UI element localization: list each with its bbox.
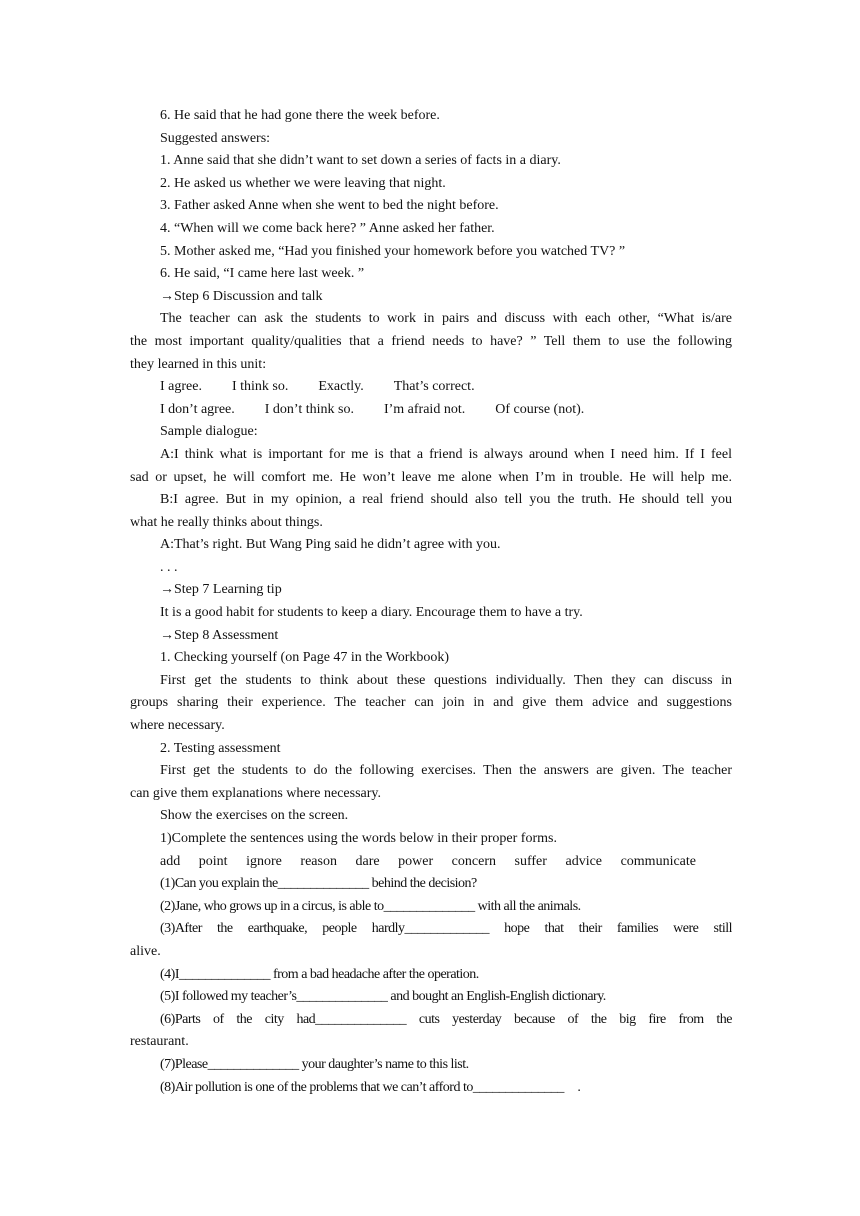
exercise-instruction: 1)Complete the sentences using the words below in their proper forms. (160, 831, 557, 846)
text-line: 2. Testing assessment (160, 740, 281, 756)
text-line: 1. Anne said that she didn’t want to set down a series of facts in a diary. (160, 153, 561, 169)
exercise-item: (4)I______________ from a bad headache after the operation. (160, 966, 479, 982)
paragraph-line: they learned in this unit: (130, 356, 267, 372)
ellipsis: . . . (160, 559, 178, 575)
dialogue-line: B:I agree. But in my opinion, a real friend should also tell you the truth. He should tell you (160, 492, 732, 508)
phrase: I think so. (231, 379, 289, 395)
exercise-item: (3)After the earthquake, people hardly_____________ hope that their families were still (160, 921, 732, 937)
exercise-item: (7)Please______________ your daughter’s name to this list. (160, 1056, 469, 1072)
suggested-answers-heading: Suggested answers: (160, 130, 271, 146)
text-line: 4. “When will we come back here? ” Anne asked her father. (160, 220, 495, 236)
word-bank: add point ignore reason dare power concern suffer advice communicate (160, 853, 696, 869)
phrase: I don’t think so. (264, 401, 354, 417)
paragraph-line: can give them explanations where necessary. (130, 785, 381, 801)
paragraph-line: groups sharing their experience. The teacher can join in and give them advice and suggestions (130, 695, 732, 711)
text-line: Show the exercises on the screen. (160, 808, 349, 824)
exercise-item: (1)Can you explain the______________ behind the decision? (160, 876, 477, 892)
paragraph-line: First get the students to think about these questions individually. Then they can discuss in (160, 672, 732, 688)
phrase: I agree. (160, 379, 202, 395)
dialogue-line: what he really thinks about things. (130, 514, 323, 530)
paragraph-line: the most important quality/qualities that a friend needs to have? ” Tell them to use the following (130, 333, 732, 349)
sample-dialogue-heading: Sample dialogue: (160, 424, 258, 440)
paragraph-line: The teacher can ask the students to work in pairs and discuss with each other, “What is/are (160, 311, 732, 327)
text-line: 2. He asked us whether we were leaving that night. (160, 175, 446, 191)
text-line: 5. Mother asked me, “Had you finished your homework before you watched TV? ” (160, 243, 626, 259)
exercise-item: (6)Parts of the city had______________ cuts yesterday because of the big fire from the (160, 1011, 732, 1027)
phrase: I’m afraid not. (383, 401, 466, 417)
dialogue-line: sad or upset, he will comfort me. He won’t leave me alone when I’m in trouble. He will help me. (130, 469, 732, 485)
text-line: 6. He said, “I came here last week. ” (160, 266, 365, 282)
step-8-heading: →Step 8 Assessment (160, 627, 279, 643)
phrase: That’s correct. (393, 379, 475, 395)
phrase-row (130, 399, 732, 422)
phrase: I don’t agree. (160, 401, 235, 417)
text-line: 1. Checking yourself (on Page 47 in the Workbook) (160, 650, 450, 666)
phrase-row (130, 376, 732, 399)
paragraph-line: where necessary. (130, 718, 225, 734)
dialogue-line: A:I think what is important for me is that a friend is always around when I need him. If I feel (160, 446, 732, 462)
text-line: It is a good habit for students to keep a diary. Encourage them to have a try. (160, 605, 583, 621)
exercise-item-continued: restaurant. (130, 1034, 189, 1050)
exercise-item: (5)I followed my teacher’s______________ and bought an English-English dictionary. (160, 989, 606, 1005)
phrase: Exactly. (318, 379, 364, 395)
exercise-item-continued: alive. (130, 943, 161, 959)
step-7-heading: →Step 7 Learning tip (160, 582, 282, 598)
document-page (130, 105, 732, 1099)
dialogue-line: A:That’s right. But Wang Ping said he didn’t agree with you. (160, 537, 501, 553)
text-line: 6. He said that he had gone there the week before. (160, 108, 440, 123)
step-6-heading: →Step 6 Discussion and talk (160, 288, 323, 304)
text-line: 3. Father asked Anne when she went to bed the night before. (160, 198, 499, 214)
exercise-item: (2)Jane, who grows up in a circus, is able to______________ with all the animals. (160, 898, 581, 914)
exercise-item: (8)Air pollution is one of the problems that we can’t afford to______________ . (160, 1079, 581, 1095)
phrase: Of course (not). (495, 401, 585, 417)
paragraph-line: First get the students to do the following exercises. Then the answers are given. The teacher (160, 763, 732, 779)
